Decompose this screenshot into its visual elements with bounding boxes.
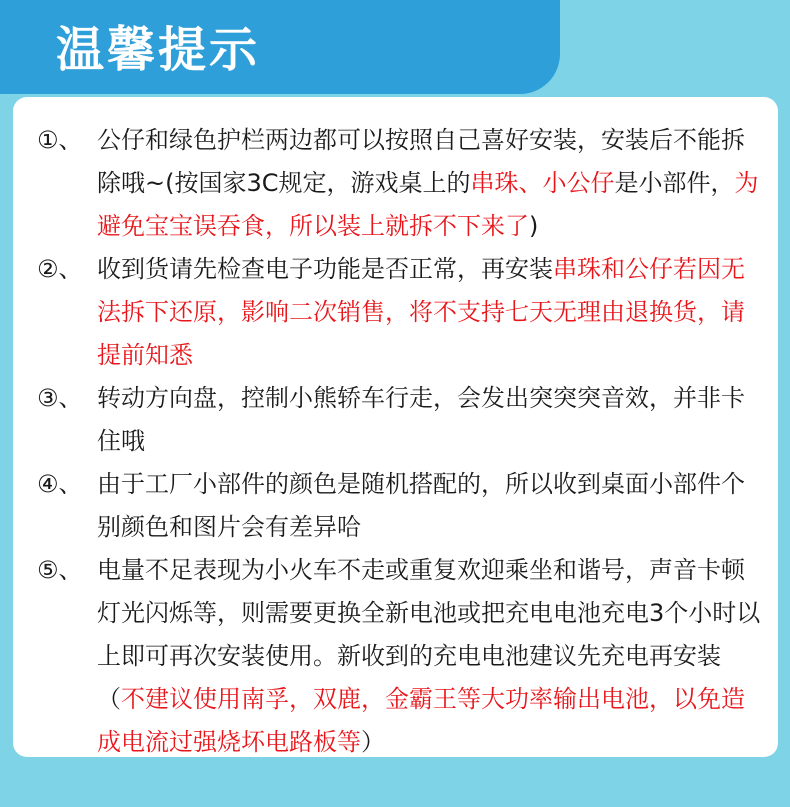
notice-card bbox=[13, 97, 778, 757]
page-title: 温馨提示 bbox=[56, 22, 261, 78]
notice-plain-text: 是小部件， bbox=[614, 169, 735, 197]
notice-number: ②、 bbox=[37, 255, 83, 283]
notice-number: ⑤、 bbox=[37, 556, 83, 584]
notice-text bbox=[97, 549, 762, 764]
notice-plain-text: 由于工厂小部件的颜色是随机搭配的，所以收到桌面小部件个别颜色和图片会有差异哈 bbox=[97, 470, 745, 541]
notice-plain-text: ） bbox=[361, 728, 385, 756]
notice-text bbox=[97, 463, 762, 549]
title-tab bbox=[0, 0, 560, 94]
notice-plain-text: 电量不足表现为小火车不走或重复欢迎乘坐和谐号，声音卡顿灯光闪烁等，则需要更换全新电池或把充电电池充电3个小时以上即可再次安装使用。新收到的充电电池建议先充电再安装（ bbox=[97, 556, 761, 713]
notice-text bbox=[97, 248, 762, 377]
notice-highlight-text: 串珠、小公仔 bbox=[470, 169, 615, 197]
notice-plain-text: 转动方向盘，控制小熊轿车行走，会发出突突突音效，并非卡住哦 bbox=[97, 384, 745, 455]
notice-highlight-text: 不建议使用南孚，双鹿，金霸王等大功率输出电池，以免造成电流过强烧坏电路板等 bbox=[97, 685, 745, 756]
notice-plain-text: ) bbox=[529, 212, 539, 240]
notice-number: ③、 bbox=[37, 384, 83, 412]
notice-number: ④、 bbox=[37, 470, 83, 498]
notice-text bbox=[97, 377, 762, 463]
notice-number: ①、 bbox=[37, 126, 83, 154]
notice-highlight-text: 串珠和公仔若因无法拆下还原，影响二次销售，将不支持七天无理由退换货，请提前知悉 bbox=[97, 255, 745, 369]
notice-highlight-text: 为避免宝宝误吞食，所以装上就拆不下来了 bbox=[97, 169, 759, 240]
notice-item-4 bbox=[37, 463, 762, 549]
notice-plain-text: 收到货请先检查电子功能是否正常，再安装 bbox=[97, 255, 553, 283]
notice-text bbox=[97, 119, 762, 248]
notice-item-2 bbox=[37, 248, 762, 377]
notice-item-1 bbox=[37, 119, 762, 248]
notice-item-5 bbox=[37, 549, 762, 764]
notice-plain-text: 公仔和绿色护栏两边都可以按照自己喜好安装，安装后不能拆除哦~(按国家3C规定，游戏桌上的 bbox=[97, 126, 745, 197]
notice-item-3 bbox=[37, 377, 762, 463]
notice-list bbox=[37, 119, 762, 764]
